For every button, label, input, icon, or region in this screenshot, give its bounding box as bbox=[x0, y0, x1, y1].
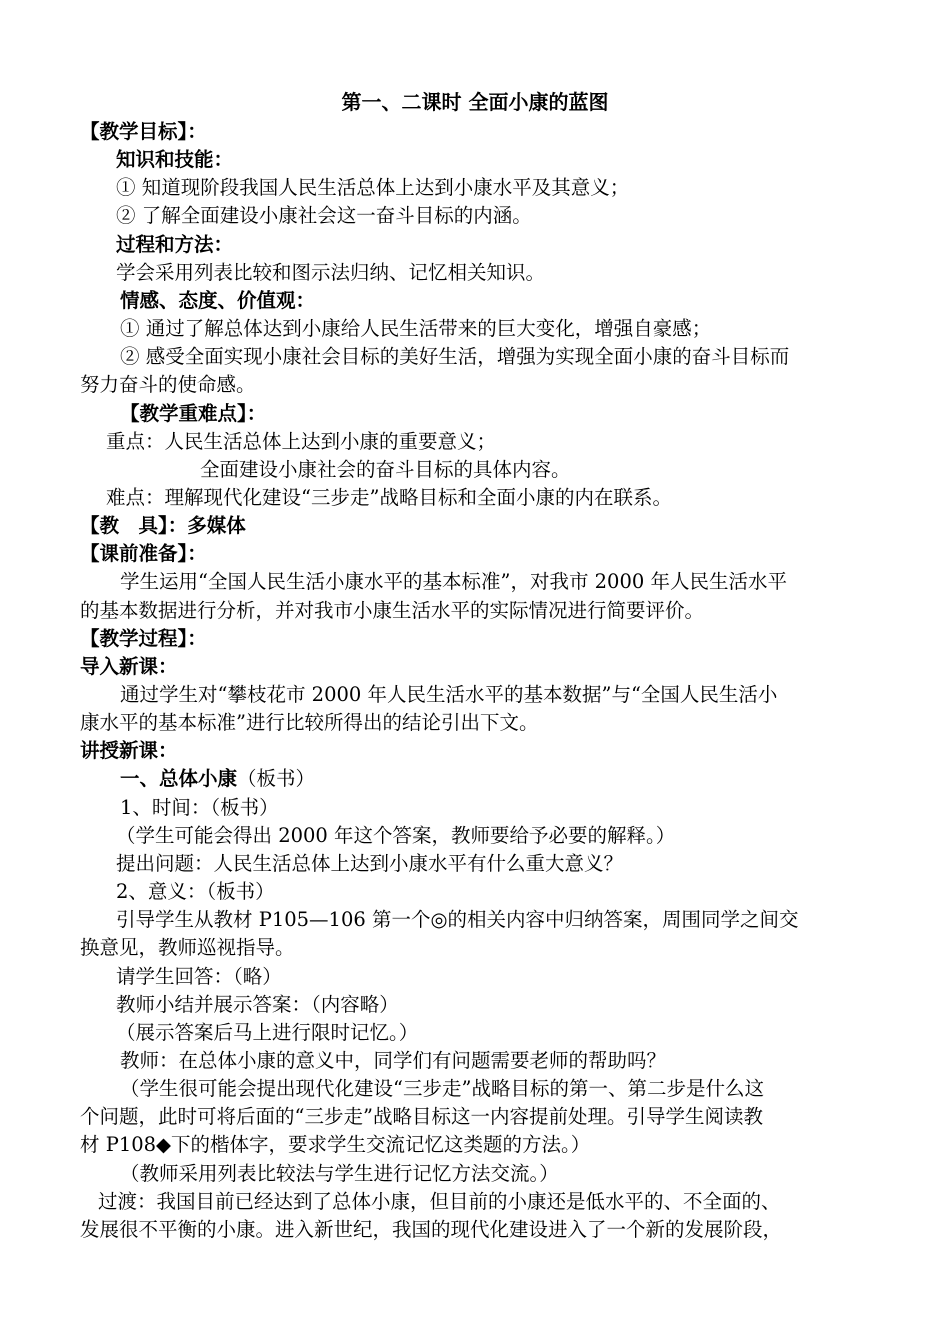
text-line: 努力奋斗的使命感。 bbox=[80, 373, 256, 397]
text-line: 学生运用“全国人民生活小康水平的基本标准”，对我市 2000 年人民生活水平 bbox=[120, 570, 787, 594]
text-line: ② 感受全面实现小康社会目标的美好生活，增强为实现全面小康的奋斗目标而 bbox=[120, 345, 790, 369]
text-line: 【课前准备】： bbox=[80, 542, 207, 566]
text-line: 的基本数据进行分析，并对我市小康生活水平的实际情况进行简要评价。 bbox=[80, 598, 705, 622]
text-line: ① 通过了解总体达到小康给人民生活带来的巨大变化，增强自豪感； bbox=[120, 317, 712, 341]
text-line: 情感、态度、价值观： bbox=[120, 288, 316, 312]
text-line: 请学生回答：（略） bbox=[116, 964, 282, 988]
text-line: ② 了解全面建设小康社会这一奋斗目标的内涵。 bbox=[116, 204, 532, 228]
text-line: （展示答案后马上进行限时记忆。） bbox=[116, 1020, 419, 1044]
text-line: 教师小结并展示答案：（内容略） bbox=[116, 992, 399, 1016]
text-line: 教师：在总体小康的意义中，同学们有问题需要老师的帮助吗？ bbox=[120, 1048, 667, 1072]
text-line: 材 P108◆下的楷体字，要求学生交流记忆这类题的方法。） bbox=[80, 1133, 591, 1157]
text-line: 提出问题：人民生活总体上达到小康水平有什么重大意义？ bbox=[116, 851, 624, 875]
text-line: 发展很不平衡的小康。进入新世纪，我国的现代化建设进入了一个新的发展阶段， bbox=[80, 1217, 783, 1241]
text-line: 【教 具】：多媒体 bbox=[80, 514, 246, 538]
text-line: ① 知道现阶段我国人民生活总体上达到小康水平及其意义； bbox=[116, 176, 630, 200]
text-line: （学生可能会得出 2000 年这个答案，教师要给予必要的解释。） bbox=[116, 823, 676, 847]
text-line: 换意见，教师巡视指导。 bbox=[80, 936, 295, 960]
text-line: 【教学重难点】： bbox=[120, 401, 267, 425]
text-line: （学生很可能会提出现代化建设“三步走”战略目标的第一、第二步是什么这 bbox=[120, 1077, 764, 1101]
text-line: 一、总体小康（板书） bbox=[120, 767, 316, 791]
text-line: 重点：人民生活总体上达到小康的重要意义； bbox=[106, 429, 497, 453]
text-line: （教师采用列表比较法与学生进行记忆方法交流。） bbox=[120, 1161, 559, 1185]
text-line: 【教学过程】： bbox=[80, 626, 207, 650]
text-line: 1、时间：（板书） bbox=[120, 795, 279, 819]
text-line: 全面建设小康社会的奋斗目标的具体内容。 bbox=[200, 457, 571, 481]
text-line: 2、意义：（板书） bbox=[116, 880, 275, 904]
text-line: 难点：理解现代化建设“三步走”战略目标和全面小康的内在联系。 bbox=[106, 485, 672, 509]
text-line: 导入新课： bbox=[80, 654, 178, 678]
text-line: 引导学生从教材 P105—106 第一个◎的相关内容中归纳答案，周围同学之间交 bbox=[116, 908, 799, 932]
text-line: 过渡：我国目前已经达到了总体小康，但目前的小康还是低水平的、不全面的、 bbox=[98, 1189, 781, 1213]
text-line: 【教学目标】： bbox=[80, 120, 207, 143]
text-line: 康水平的基本标准”进行比较所得出的结论引出下文。 bbox=[80, 711, 539, 735]
document-title: 第一、二课时 全面小康的蓝图 bbox=[341, 90, 609, 114]
text-line: 讲授新课： bbox=[80, 739, 178, 763]
text-line: 过程和方法： bbox=[116, 232, 234, 256]
text-line: 学会采用列表比较和图示法归纳、记忆相关知识。 bbox=[116, 260, 546, 284]
text-line: 知识和技能： bbox=[116, 148, 234, 172]
text-line: 通过学生对“攀枝花市 2000 年人民生活水平的基本数据”与“全国人民生活小 bbox=[120, 683, 778, 706]
text-line: 个问题，此时可将后面的“三步走”战略目标这一内容提前处理。引导学生阅读教 bbox=[80, 1105, 763, 1129]
